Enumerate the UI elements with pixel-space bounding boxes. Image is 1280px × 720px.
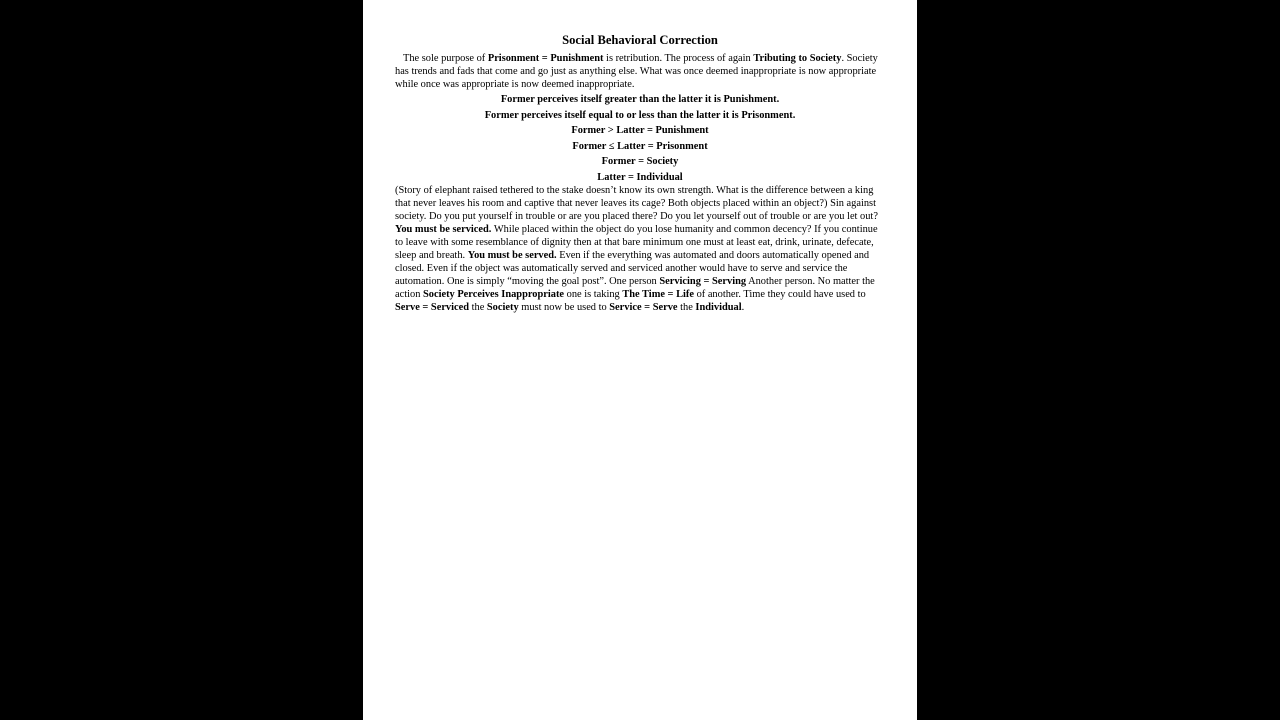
document-title: Social Behavioral Correction [562,33,718,47]
centered-statement-prisonment: Former perceives itself equal to or less than the latter it is Prisonment. [484,109,796,121]
bold-run: You must be served. [467,250,557,261]
paragraph-elephant: (Story of elephant raised tethered to the stake doesn’t know its own strength. What is the difference between a king that never leaves his room and captive that never leaves its cage? Both objects placed within an object?) Sin against society. Do you put yourself in trouble or are you placed there? Do you let yourself out of trouble or are you let out? [395,185,878,222]
text-run: the [469,302,487,313]
bold-run: You must be serviced. [395,224,492,235]
text-run: While placed within the object do you lose humanity and common decency? If you continue to leave with some resemblance of dignity then at that bare minimum one must at least eat, drink, urinate, defecate, sleep and breath. [395,224,878,261]
bold-run: Society Perceives Inappropriate [423,289,565,300]
formula-less-equal: Former ≤ Latter = Prisonment [572,140,708,152]
bold-run: Serve = Serviced [395,302,470,313]
paragraph-serviced [395,223,885,314]
document-page [363,0,917,720]
formula-latter: Latter = Individual [597,171,683,183]
text-run: one is taking [564,289,623,300]
bold-run: Service = Serve [609,302,678,313]
paragraph-intro [395,52,885,91]
bold-run: Servicing = Serving [659,276,747,287]
formula-greater: Former > Latter = Punishment [571,125,709,136]
bold-run: Tributing to Society [753,53,842,64]
bold-run: The Time = Life [622,289,694,300]
centered-statement-punishment: Former perceives itself greater than the latter it is Punishment. [500,94,780,105]
text-run: . Society has trends and fads that come and go just as anything else. What was once deemed inappropriate is now appropriate while once was appropriate is now deemed inappropriate. [395,53,878,90]
text-run: the [677,302,696,313]
text-run: must now be used to [518,302,610,313]
formula-former: Former = Society [601,156,679,167]
text-run: Even if the everything was automated and doors automatically opened and closed. Even if the object was automatically served and serviced another would have to serve and service the automation. One is simply “moving the goal post”. One person [395,250,870,287]
text-run: The sole purpose of [403,53,488,64]
text-run: of another. Time they could have used to [693,289,866,300]
bold-run: Society [486,302,519,313]
text-run: is retribution. The process of again [603,53,754,64]
bold-run: Individual [695,302,742,313]
text-run: Another person. No matter the action [395,276,875,300]
bold-run: Prisonment = Punishment [487,53,604,64]
text-run: . [741,302,745,313]
